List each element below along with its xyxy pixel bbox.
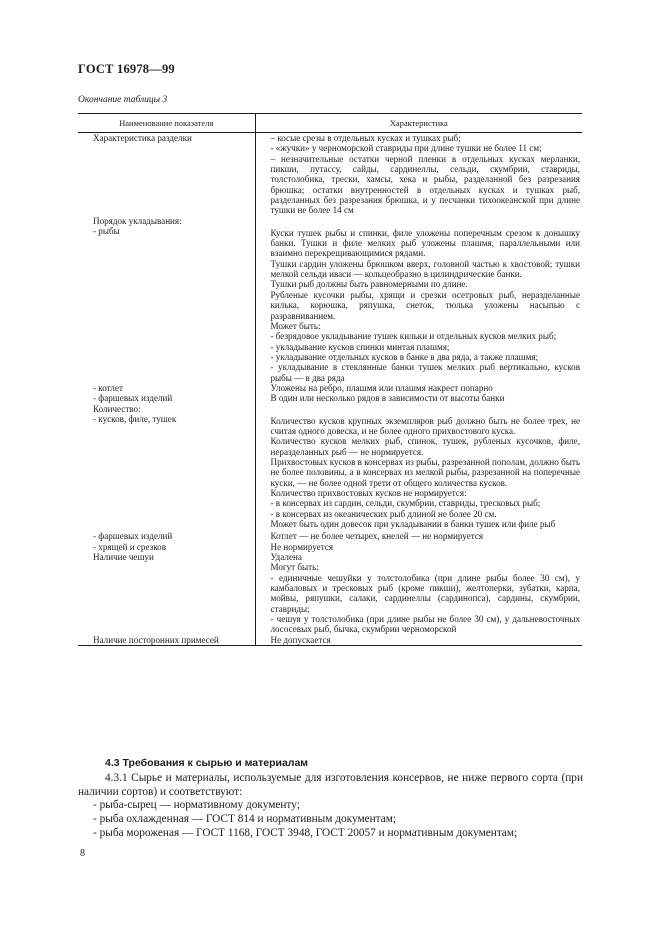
row-name: - рыбы [93,226,120,237]
row-name: - котлет [93,382,123,393]
row-name: - фаршевых изделий [93,531,173,542]
row-value-line: Может быть один довесок при укладывании в банки тушек или филе рыб [270,519,556,530]
row-value-line: - в консервах из океанических рыб длиной не более 20 см. [270,508,497,519]
table-row [78,542,582,552]
row-name: - хрящей и срезков [93,541,167,552]
row-value-line: Могут быть: [270,562,319,573]
row-value-line: Количество кусков мелких рыб, спинок, тушек, рубленых кусочков, филе, неразделанных рыб — не нормируется. [270,436,580,457]
row-value-line: – косые срезы в отдельных кусках и тушках рыб; [270,133,461,143]
row-name: - кусков, филе, тушек [93,413,177,424]
table-row [78,393,582,403]
table-row [78,552,582,635]
row-value-line: Не допускается [270,634,331,645]
page-number: 8 [80,848,85,859]
row-value-line: Может быть: [270,320,321,331]
row-value-line: - укладывание отдельных кусков в банке в два ряда, а также плашмя; [270,351,539,362]
row-name: Наличие посторонних примесей [93,634,219,645]
row-value-line: - «жучки» у черноморской ставриды при длине тушки не более 11 см; [270,143,542,154]
row-value-line: Не нормируется [270,541,334,552]
list-item: - рыба-сырец — нормативному документу; [93,799,300,812]
table-row [78,635,582,646]
list-item: - рыба мороженая — ГОСТ 1168, ГОСТ 3948, ГОСТ 20057 и нормативным документам; [93,826,518,839]
row-value-line: - в консервах из сардин, сельди, скумбрии, ставриды, тресковых рыб; [270,498,541,509]
row-value-line: Прихвостовых кусков в консервах из рыбы, разрезанной пополам, должно быть не более половины, а в консервах из мелкой рыбы, разрезанной на поперечные куски, — не более одной трети от общего количества кусков. [270,456,580,488]
row-value-line: - укладывание кусков спинки минтая плашмя; [270,341,450,352]
row-value-line: Уложены на ребро, плашмя или плашмя накрест попарно [270,382,493,393]
table-row [78,529,582,541]
row-value-line: Количество кусков крупных экземпляров рыб должно быть не более трех, не считая одного довеска, и не более одного прихвостового куска. [270,415,580,436]
list-item: - рыба охлажденная — ГОСТ 814 и нормативным документам; [93,813,397,826]
table-row [78,133,582,216]
section-paragraph: 4.3.1 Сырье и материалы, используемые для изготовления консервов, не ниже первого сорта (при наличии сортов) и соответствуют: [78,772,583,798]
row-value-line: Количество прихвостовых кусков не нормируется: [270,488,467,498]
row-value-line: – незначительные остатки черной пленки в отдельных кусках мерланки, пикши, путассу, сайды, сардинеллы, сельди, скумбрии, ставриды, толстолобика, трески, хамсы, хека и рыбы, разделанной без разрезания брюшка; остатки внутренностей в отдельных кусках и тушках рыб, разделанных без разрезания брюшка, и у песчанки тихоокеанской при длине тушки не более 14 см [270,153,580,216]
table-row [78,404,582,530]
row-value-line: - чешуя у толстолобика (при длине рыбы не более 30 см), у дальневосточных лососевых рыб, бычка, скумбрии черноморской [270,614,580,635]
section-body [78,772,583,841]
table-row [78,383,582,393]
column-header-characteristic: Характеристика [255,114,582,133]
row-name: Наличие чешуи [93,552,154,563]
row-name: Характеристика разделки [93,133,192,143]
specification-table [78,113,582,646]
column-header-name: Наименование показателя [78,114,255,133]
row-name: Количество: [93,403,141,414]
row-value-line: - единичные чешуйки у толстолобика (при длине рыбы более 30 см), у камбаловых и тресковых рыб (кроме пикши), желтоперки, зубатки, карпа, мойвы, ряпушки, салаки, сардинеллы (сардинопса), сардины, скумбрии, ставриды; [270,572,580,614]
row-value-line: В один или несколько рядов в зависимости от высоты банки [270,393,505,404]
standard-title: ГОСТ 16978—99 [78,62,175,76]
row-value-line: - укладывание в стеклянные банки тушек мелких рыб вертикально, кусков рыбы — в два ряда [270,362,580,383]
row-name: - фаршевых изделий [93,393,173,404]
row-name: Порядок укладывания: [93,215,182,226]
table-row [78,216,582,383]
section-heading: 4.3 Требования к сырью и материалам [105,757,309,769]
row-value-line: - безрядовое укладывание тушек кильки и отдельных кусков мелких рыб; [270,331,557,342]
row-value-line: Удалена [270,552,302,563]
row-value-line: Рубленые кусочки рыбы, хрящи и срезки осетровых рыб, неразделанные килька, корюшка, ряпушка, снеток, тюлька уложены насыпью с разравниванием. [270,289,580,321]
row-value-line: Котлет — не более четырех, кнелей — не нормируется [270,531,484,542]
table-caption: Окончание таблицы 3 [78,95,168,105]
row-value-line: Куски тушек рыбы и спинки, филе уложены поперечным срезом к донышку банки. Тушки и филе мелких рыб уложены плашмя, параллельными или взаимно перекрещивающимися рядами. [270,227,580,259]
row-value-line: Тушки рыб должны быть равномерными по длине. [270,279,468,290]
row-value-line: Тушки сардин уложены брюшком вверх, головной частью к хвостовой; тушки мелкой сельди иваси — кольцеобразно в цилиндрические банки. [270,258,580,280]
